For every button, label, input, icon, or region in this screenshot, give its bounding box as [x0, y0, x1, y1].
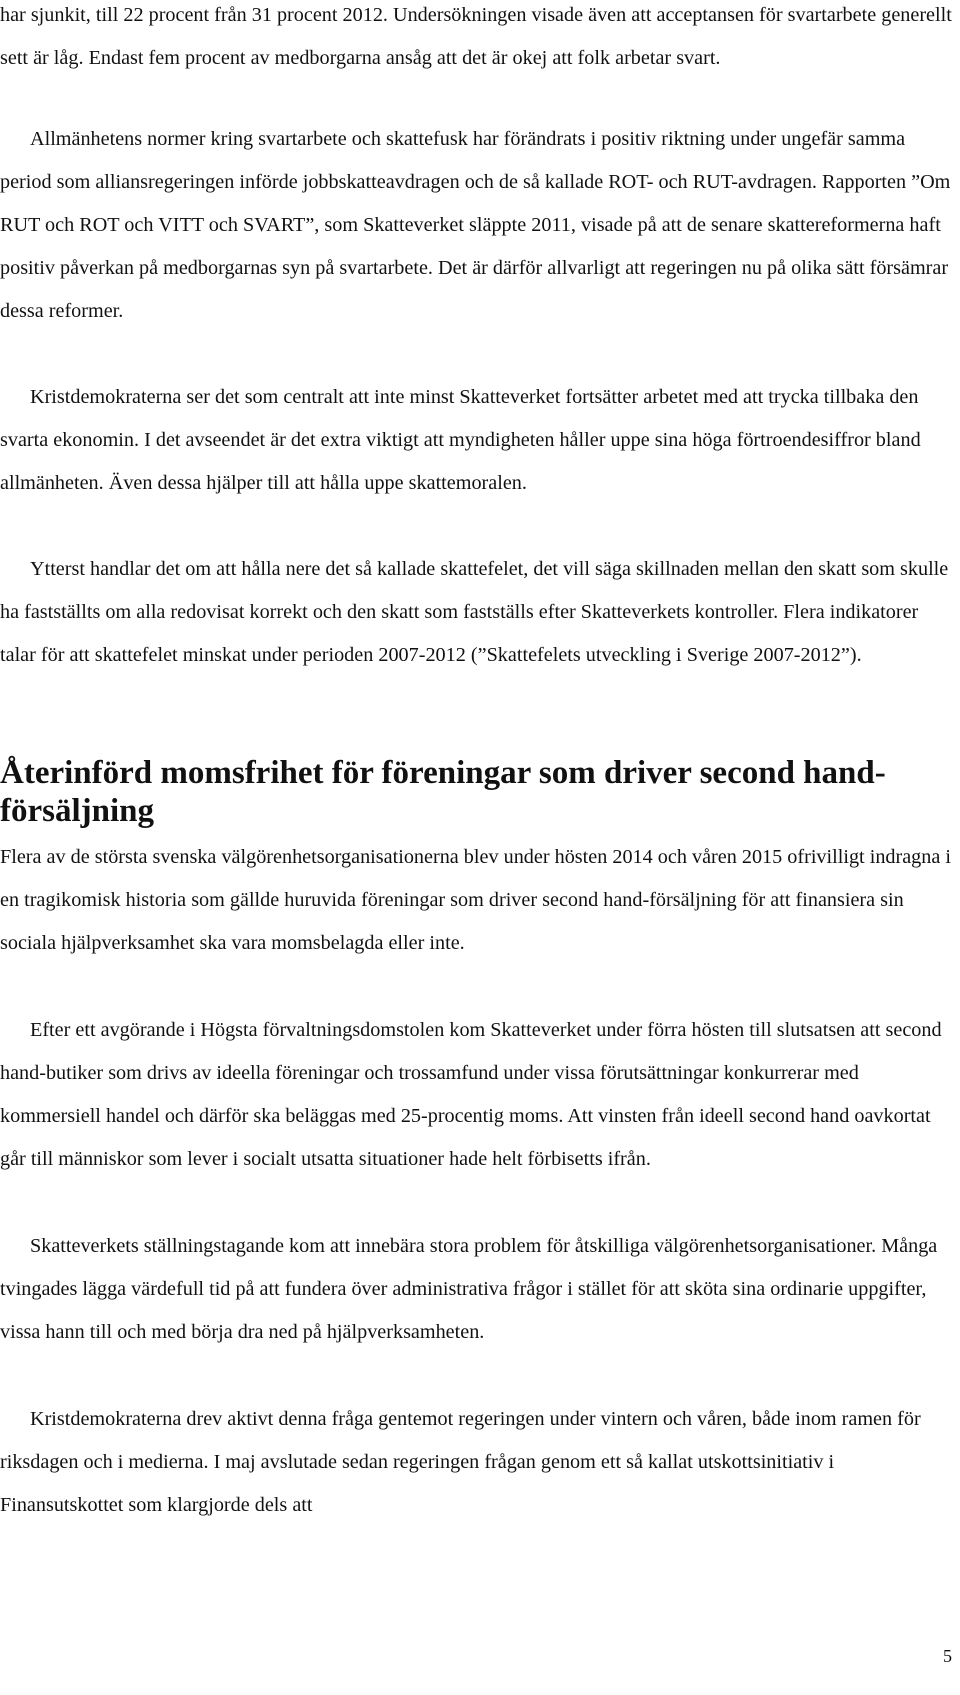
paragraph-charity-intro: Flera av de största svenska välgörenhetsorganisationerna blev under hösten 2014 och våren 2015 ofrivilligt indragna i en tragikomisk historia som gällde huruvida föreningar som driver second hand-försäljning för att finansiera sin sociala hjälpverksamhet ska vara momsbelagda eller inte.: [0, 846, 951, 954]
paragraph-kd-action: Kristdemokraterna drev aktivt denna fråga gentemot regeringen under vintern och våren, både inom ramen för riksdagen och i medierna. I maj avslutade sedan regeringen frågan genom ett så kallat utskottsinitiativ i Finansutskottet som klargjorde dels att: [0, 1408, 921, 1516]
section-heading: Återinförd momsfrihet för föreningar som driver second hand-försäljning: [0, 755, 886, 829]
paragraph-tax-norms: Allmänhetens normer kring svartarbete och skattefusk har förändrats i positiv riktning under ungefär samma period som alliansregeringen införde jobbskatteavdragen och de så kallade ROT- och RUT-avdragen. Rapporten ”Om RUT och ROT och VITT och SVART”, som Skatteverket släppte 2011, visade på att de senare skattereformerna haft positiv påverkan på medborgarnas syn på svartarbete. Det är därför allvarligt att regeringen nu på olika sätt försämrar dessa reformer.: [0, 128, 951, 322]
paragraph-kd-position: Kristdemokraterna ser det som centralt att inte minst Skatteverket fortsätter arbetet med att trycka tillbaka den svarta ekonomin. I det avseendet är det extra viktigt att myndigheten håller uppe sina höga förtroendesiffror bland allmänheten. Även dessa hjälper till att hålla uppe skattemoralen.: [0, 386, 921, 494]
paragraph-consequences: Skatteverkets ställningstagande kom att innebära stora problem för åtskilliga välgörenhetsorganisationer. Många tvingades lägga värdefull tid på att fundera över administrativa frågor i stället för att sköta sina ordinarie uppgifter, vissa hann till och med börja dra ned på hjälpverksamheten.: [0, 1235, 938, 1343]
page-number: 5: [943, 1646, 952, 1666]
paragraph-tax-gap: Ytterst handlar det om att hålla nere det så kallade skattefelet, det vill säga skillnaden mellan den skatt som skulle ha fastställts om alla redovisat korrekt och den skatt som fastställs efter Skatteverkets kontroller. Flera indikatorer talar för att skattefelet minskat under perioden 2007-2012 (”Skattefelets utveckling i Sverige 2007-2012”).: [0, 558, 949, 666]
paragraph-court-ruling: Efter ett avgörande i Högsta förvaltningsdomstolen kom Skatteverket under förra hösten till slutsatsen att second hand-butiker som drivs av ideella föreningar och trossamfund under vissa förutsättningar konkurrerar med kommersiell handel och därför ska beläggas med 25-procentig moms. Att vinsten från ideell second hand oavkortat går till människor som lever i socialt utsatta situationer hade helt förbisetts ifrån.: [0, 1019, 942, 1170]
paragraph-continued: har sjunkit, till 22 procent från 31 procent 2012. Undersökningen visade även att acceptansen för svartarbete generellt sett är låg. Endast fem procent av medborgarna ansåg att det är okej att folk arbetar svart.: [0, 4, 952, 69]
